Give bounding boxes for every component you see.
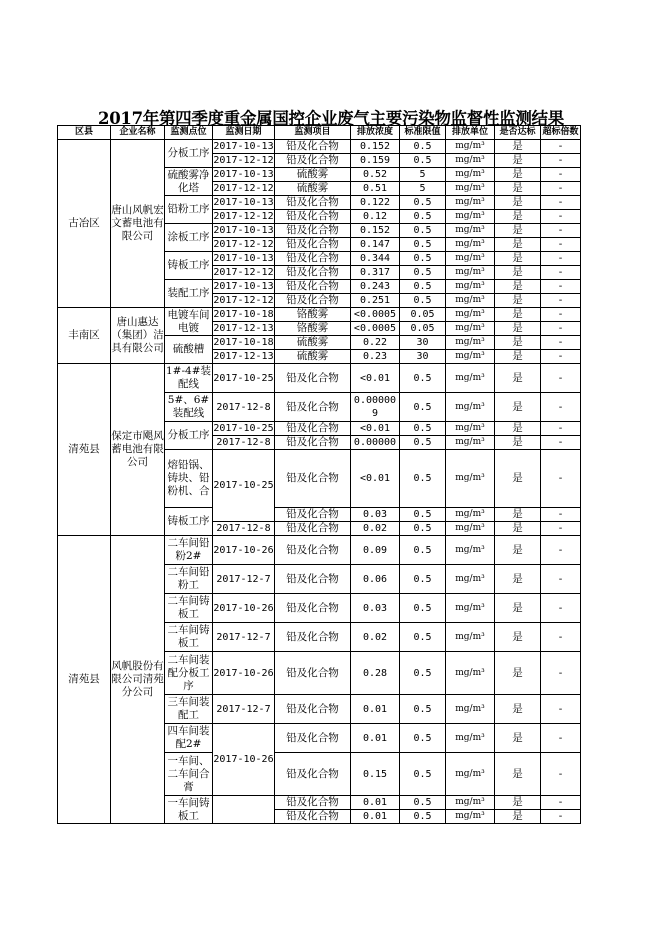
conc-cell: 0.15 — [351, 753, 400, 796]
conc-cell: 0.01 — [351, 810, 400, 824]
exceed-cell: - — [541, 224, 581, 238]
unit-cell: mg/m³ — [446, 252, 495, 266]
pass-cell: 是 — [495, 336, 541, 350]
company-cell: 唐山惠达（集团）洁具有限公司 — [111, 308, 165, 364]
item-cell: 铅及化合物 — [275, 364, 351, 393]
item-cell: 铅及化合物 — [275, 695, 351, 724]
exceed-cell: - — [541, 436, 581, 450]
limit-cell: 0.5 — [400, 140, 446, 154]
pass-cell: 是 — [495, 508, 541, 522]
item-cell: 铅及化合物 — [275, 224, 351, 238]
conc-cell: <0.0005 — [351, 308, 400, 322]
point-cell: 二车间装配分板工序 — [165, 652, 213, 695]
district-cell: 丰南区 — [58, 308, 111, 364]
column-header: 监测点位 — [165, 126, 213, 140]
unit-cell: mg/m³ — [446, 182, 495, 196]
limit-cell: 0.5 — [400, 393, 446, 422]
point-cell: 铅粉工序 — [165, 196, 213, 224]
pass-cell: 是 — [495, 154, 541, 168]
unit-cell: mg/m³ — [446, 522, 495, 536]
item-cell: 硫酸雾 — [275, 168, 351, 182]
unit-cell: mg/m³ — [446, 450, 495, 508]
pass-cell: 是 — [495, 436, 541, 450]
unit-cell: mg/m³ — [446, 810, 495, 824]
exceed-cell: - — [541, 350, 581, 364]
unit-cell: mg/m³ — [446, 224, 495, 238]
unit-cell: mg/m³ — [446, 623, 495, 652]
exceed-cell: - — [541, 322, 581, 336]
date-cell: 2017-10-13 — [213, 253, 274, 264]
unit-cell: mg/m³ — [446, 350, 495, 364]
point-cell: 涂板工序 — [165, 224, 213, 252]
exceed-cell: - — [541, 536, 581, 565]
date-cell: 2017-12-12 — [213, 211, 274, 222]
exceed-cell: - — [541, 623, 581, 652]
unit-cell: mg/m³ — [446, 652, 495, 695]
date-cell: 2017-12-12 — [213, 295, 274, 306]
limit-cell: 0.5 — [400, 594, 446, 623]
point-cell: 铸板工序 — [165, 252, 213, 280]
pass-cell: 是 — [495, 753, 541, 796]
exceed-cell: - — [541, 796, 581, 810]
item-cell: 铅及化合物 — [275, 294, 351, 308]
date-cell: 2017-12-8 — [213, 436, 275, 450]
unit-cell: mg/m³ — [446, 308, 495, 322]
item-cell: 铅及化合物 — [275, 238, 351, 252]
item-cell: 硫酸雾 — [275, 182, 351, 196]
limit-cell: 0.5 — [400, 565, 446, 594]
date-cell: 2017-10-13 — [213, 225, 274, 236]
unit-cell: mg/m³ — [446, 393, 495, 422]
pass-cell: 是 — [495, 364, 541, 393]
date-cell: 2017-12-8 — [213, 522, 275, 536]
date-cell: 2017-12-7 — [213, 623, 275, 652]
exceed-cell: - — [541, 422, 581, 436]
unit-cell: mg/m³ — [446, 168, 495, 182]
limit-cell: 0.5 — [400, 422, 446, 436]
limit-cell: 0.5 — [400, 652, 446, 695]
point-cell: 一车间铸板工 — [165, 796, 213, 824]
date-cell: 2017-10-26 — [213, 536, 275, 565]
exceed-cell: - — [541, 753, 581, 796]
exceed-cell: - — [541, 294, 581, 308]
exceed-cell: - — [541, 810, 581, 824]
column-header: 区县 — [58, 126, 111, 140]
point-cell: 装配工序 — [165, 280, 213, 308]
pass-cell: 是 — [495, 652, 541, 695]
exceed-cell: - — [541, 450, 581, 508]
item-cell: 铅及化合物 — [275, 508, 351, 522]
exceed-cell: - — [541, 210, 581, 224]
unit-cell: mg/m³ — [446, 796, 495, 810]
item-cell: 铅及化合物 — [275, 252, 351, 266]
item-cell: 铅及化合物 — [275, 436, 351, 450]
column-header: 超标倍数 — [541, 126, 581, 140]
conc-cell: 0.02 — [351, 522, 400, 536]
exceed-cell: - — [541, 280, 581, 294]
date-cell: 2017-10-18 — [213, 337, 274, 348]
pass-cell: 是 — [495, 182, 541, 196]
item-cell: 铅及化合物 — [275, 796, 351, 810]
unit-cell: mg/m³ — [446, 536, 495, 565]
pass-cell: 是 — [495, 422, 541, 436]
limit-cell: 0.5 — [400, 266, 446, 280]
point-cell: 分板工序 — [165, 422, 213, 450]
item-cell: 铅及化合物 — [275, 522, 351, 536]
conc-cell: 0.01 — [351, 796, 400, 810]
exceed-cell: - — [541, 565, 581, 594]
pass-cell: 是 — [495, 266, 541, 280]
unit-cell: mg/m³ — [446, 294, 495, 308]
exceed-cell: - — [541, 724, 581, 753]
company-cell: 唐山风帆宏文蓄电池有限公司 — [111, 140, 165, 308]
item-cell: 铅及化合物 — [275, 536, 351, 565]
conc-cell: 0.01 — [351, 724, 400, 753]
pass-cell: 是 — [495, 565, 541, 594]
point-cell: 硫酸雾净化塔 — [165, 168, 213, 196]
limit-cell: 5 — [400, 182, 446, 196]
exceed-cell: - — [541, 182, 581, 196]
unit-cell: mg/m³ — [446, 266, 495, 280]
limit-cell: 0.5 — [400, 436, 446, 450]
limit-cell: 30 — [400, 336, 446, 350]
limit-cell: 0.05 — [400, 308, 446, 322]
exceed-cell: - — [541, 336, 581, 350]
limit-cell: 0.5 — [400, 536, 446, 565]
district-cell: 清苑县 — [58, 536, 111, 824]
date-cell: 2017-10-13 — [213, 197, 274, 208]
limit-cell: 0.5 — [400, 280, 446, 294]
district-cell: 古冶区 — [58, 140, 111, 308]
column-header: 企业名称 — [111, 126, 165, 140]
pass-cell: 是 — [495, 252, 541, 266]
date-cell: 2017-10-13 — [213, 281, 274, 292]
date-cell: 2017-12-7 — [213, 565, 275, 594]
date-cell: 2017-12-12 — [213, 155, 274, 166]
limit-cell: 5 — [400, 168, 446, 182]
item-cell: 铅及化合物 — [275, 393, 351, 422]
item-cell: 铅及化合物 — [275, 623, 351, 652]
exceed-cell: - — [541, 522, 581, 536]
item-cell: 铅及化合物 — [275, 266, 351, 280]
conc-cell: 0.51 — [351, 182, 400, 196]
item-cell: 铅及化合物 — [275, 753, 351, 796]
pass-cell: 是 — [495, 294, 541, 308]
conc-cell: 0.23 — [351, 350, 400, 364]
conc-cell: 0.12 — [351, 210, 400, 224]
pass-cell: 是 — [495, 308, 541, 322]
pass-cell: 是 — [495, 695, 541, 724]
pass-cell: 是 — [495, 196, 541, 210]
conc-cell: 0.09 — [351, 536, 400, 565]
limit-cell: 0.5 — [400, 623, 446, 652]
point-cell: 硫酸槽 — [165, 336, 213, 364]
column-header: 排放浓度 — [351, 126, 400, 140]
limit-cell: 0.5 — [400, 522, 446, 536]
limit-cell: 0.5 — [400, 224, 446, 238]
unit-cell: mg/m³ — [446, 753, 495, 796]
exceed-cell: - — [541, 652, 581, 695]
point-cell: 二车间铸板工 — [165, 623, 213, 652]
unit-cell: mg/m³ — [446, 364, 495, 393]
limit-cell: 0.5 — [400, 364, 446, 393]
item-cell: 铅及化合物 — [275, 565, 351, 594]
page-title: 2017年第四季度重金属国控企业废气主要污染物监督性监测结果 — [98, 109, 564, 128]
pass-cell: 是 — [495, 810, 541, 824]
header-row — [58, 126, 581, 140]
limit-cell: 0.5 — [400, 796, 446, 810]
pass-cell: 是 — [495, 322, 541, 336]
item-cell: 铅及化合物 — [275, 140, 351, 154]
unit-cell: mg/m³ — [446, 336, 495, 350]
exceed-cell: - — [541, 154, 581, 168]
date-cell: 2017-12-12 — [213, 267, 274, 278]
item-cell: 硫酸雾 — [275, 350, 351, 364]
table-row — [58, 536, 581, 565]
pass-cell: 是 — [495, 210, 541, 224]
date-cell: 2017-10-13 — [213, 169, 274, 180]
pass-cell: 是 — [495, 224, 541, 238]
conc-cell: 0.000009 — [351, 393, 400, 422]
exceed-cell: - — [541, 594, 581, 623]
company-cell: 风帆股份有限公司清苑分公司 — [111, 536, 165, 824]
date-cell: 2017-10-25 — [213, 364, 275, 393]
date-cell: 2017-12-12 — [213, 239, 274, 250]
conc-cell: 0.03 — [351, 594, 400, 623]
conc-cell: 0.28 — [351, 652, 400, 695]
limit-cell: 0.5 — [400, 238, 446, 252]
column-header: 监测日期 — [213, 126, 275, 140]
exceed-cell: - — [541, 266, 581, 280]
unit-cell: mg/m³ — [446, 724, 495, 753]
point-cell: 分板工序 — [165, 140, 213, 168]
column-header: 监测项目 — [275, 126, 351, 140]
limit-cell: 0.5 — [400, 196, 446, 210]
point-cell: 熔铅锅、铸块、铅粉机、合 — [165, 450, 213, 508]
item-cell: 铅及化合物 — [275, 154, 351, 168]
limit-cell: 30 — [400, 350, 446, 364]
unit-cell: mg/m³ — [446, 436, 495, 450]
date-cell: 2017-10-26 — [213, 652, 275, 695]
pass-cell: 是 — [495, 623, 541, 652]
date-cell: 2017-10-18 — [213, 309, 274, 320]
item-cell: 铅及化合物 — [275, 280, 351, 294]
limit-cell: 0.5 — [400, 695, 446, 724]
exceed-cell: - — [541, 252, 581, 266]
item-cell: 铅及化合物 — [275, 450, 351, 508]
conc-cell: 0.159 — [351, 154, 400, 168]
unit-cell: mg/m³ — [446, 422, 495, 436]
pass-cell: 是 — [495, 450, 541, 508]
date-cell: 2017-10-13 — [213, 141, 274, 152]
conc-cell: 0.06 — [351, 565, 400, 594]
date-cell: 2017-10-26 — [213, 594, 275, 623]
point-cell: 电镀车间电镀 — [165, 308, 213, 336]
date-cell: 2017-12-8 — [213, 393, 275, 422]
point-cell: 铸板工序 — [165, 508, 213, 536]
item-cell: 铅及化合物 — [275, 724, 351, 753]
limit-cell: 0.5 — [400, 753, 446, 796]
unit-cell: mg/m³ — [446, 280, 495, 294]
conc-cell: 0.02 — [351, 623, 400, 652]
pass-cell: 是 — [495, 350, 541, 364]
date-cell: 2017-12-12 — [213, 183, 274, 194]
date-cell: 2017-10-25 — [213, 450, 275, 522]
pass-cell: 是 — [495, 724, 541, 753]
limit-cell: 0.5 — [400, 252, 446, 266]
conc-cell: 0.152 — [351, 224, 400, 238]
exceed-cell: - — [541, 695, 581, 724]
limit-cell: 0.5 — [400, 154, 446, 168]
company-cell: 保定市飓风蓄电池有限公司 — [111, 364, 165, 536]
exceed-cell: - — [541, 140, 581, 154]
point-cell: 二车间铅粉2# — [165, 536, 213, 565]
district-cell: 清苑县 — [58, 364, 111, 536]
unit-cell: mg/m³ — [446, 565, 495, 594]
conc-cell: 0.01 — [351, 695, 400, 724]
item-cell: 铅及化合物 — [275, 652, 351, 695]
item-cell: 硫酸雾 — [275, 336, 351, 350]
pass-cell: 是 — [495, 238, 541, 252]
pass-cell: 是 — [495, 796, 541, 810]
limit-cell: 0.5 — [400, 450, 446, 508]
pass-cell: 是 — [495, 168, 541, 182]
point-cell: 5#、6#装配线 — [165, 393, 213, 422]
conc-cell: 0.03 — [351, 508, 400, 522]
exceed-cell: - — [541, 508, 581, 522]
unit-cell: mg/m³ — [446, 508, 495, 522]
pass-cell: 是 — [495, 594, 541, 623]
limit-cell: 0.05 — [400, 322, 446, 336]
conc-cell: 0.317 — [351, 266, 400, 280]
pass-cell: 是 — [495, 280, 541, 294]
conc-cell: 0.22 — [351, 336, 400, 350]
limit-cell: 0.5 — [400, 810, 446, 824]
monitoring-results-table — [57, 125, 581, 824]
pass-cell: 是 — [495, 393, 541, 422]
unit-cell: mg/m³ — [446, 196, 495, 210]
column-header: 排放单位 — [446, 126, 495, 140]
date-cell: 2017-12-13 — [213, 351, 274, 362]
point-cell: 二车间铸板工 — [165, 594, 213, 623]
exceed-cell: - — [541, 196, 581, 210]
item-cell: 铅及化合物 — [275, 196, 351, 210]
unit-cell: mg/m³ — [446, 140, 495, 154]
exceed-cell: - — [541, 168, 581, 182]
unit-cell: mg/m³ — [446, 695, 495, 724]
unit-cell: mg/m³ — [446, 238, 495, 252]
conc-cell: <0.01 — [351, 364, 400, 393]
date-cell — [213, 796, 275, 824]
date-cell: 2017-10-26 — [213, 724, 275, 796]
limit-cell: 0.5 — [400, 210, 446, 224]
item-cell: 铅及化合物 — [275, 210, 351, 224]
item-cell: 铅及化合物 — [275, 422, 351, 436]
exceed-cell: - — [541, 308, 581, 322]
conc-cell: <0.01 — [351, 422, 400, 436]
conc-cell: 0.52 — [351, 168, 400, 182]
conc-cell: <0.01 — [351, 450, 400, 508]
unit-cell: mg/m³ — [446, 594, 495, 623]
date-cell: 2017-12-13 — [213, 323, 274, 334]
unit-cell: mg/m³ — [446, 154, 495, 168]
unit-cell: mg/m³ — [446, 210, 495, 224]
point-cell: 1#-4#装配线 — [165, 364, 213, 393]
item-cell: 铅及化合物 — [275, 594, 351, 623]
unit-cell: mg/m³ — [446, 322, 495, 336]
pass-cell: 是 — [495, 536, 541, 565]
exceed-cell: - — [541, 238, 581, 252]
column-header: 是否达标 — [495, 126, 541, 140]
conc-cell: <0.0005 — [351, 322, 400, 336]
conc-cell: 0.147 — [351, 238, 400, 252]
conc-cell: 0.243 — [351, 280, 400, 294]
point-cell: 四车间装配2# — [165, 724, 213, 753]
conc-cell: 0.122 — [351, 196, 400, 210]
limit-cell: 0.5 — [400, 724, 446, 753]
table-row — [58, 140, 581, 154]
item-cell: 铅及化合物 — [275, 810, 351, 824]
date-cell: 2017-12-7 — [213, 695, 275, 724]
conc-cell: 0.00000 — [351, 436, 400, 450]
table-row — [58, 308, 581, 322]
limit-cell: 0.5 — [400, 508, 446, 522]
exceed-cell: - — [541, 393, 581, 422]
exceed-cell: - — [541, 364, 581, 393]
limit-cell: 0.5 — [400, 294, 446, 308]
conc-cell: 0.152 — [351, 140, 400, 154]
pass-cell: 是 — [495, 140, 541, 154]
point-cell: 三车间装配工 — [165, 695, 213, 724]
conc-cell: 0.251 — [351, 294, 400, 308]
conc-cell: 0.344 — [351, 252, 400, 266]
date-cell: 2017-10-25 — [213, 423, 274, 434]
table-row — [58, 364, 581, 393]
pass-cell: 是 — [495, 522, 541, 536]
column-header: 标准限值 — [400, 126, 446, 140]
point-cell: 一车间、二车间合膏 — [165, 753, 213, 796]
point-cell: 二车间铅粉工 — [165, 565, 213, 594]
item-cell: 铬酸雾 — [275, 322, 351, 336]
item-cell: 铬酸雾 — [275, 308, 351, 322]
